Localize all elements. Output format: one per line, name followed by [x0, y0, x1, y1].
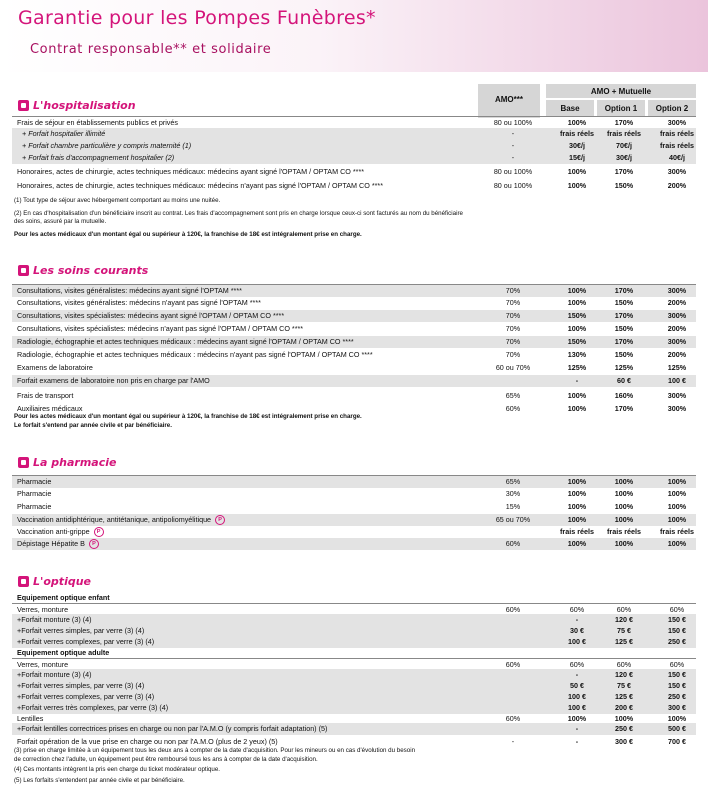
amo-value: -: [511, 129, 515, 138]
footnote: des soins, assuré par la mutuelle.: [14, 218, 107, 225]
base-value: 100%: [567, 118, 587, 127]
opt1-value: 120 €: [615, 670, 633, 679]
opt2-value: 300%: [667, 404, 687, 413]
base-value: 100%: [567, 502, 587, 511]
table-row: [12, 180, 696, 192]
table-row: [12, 323, 696, 335]
opt1-value: 125 €: [615, 637, 633, 646]
amo-mutuelle-header: AMO + Mutuelle: [546, 84, 696, 98]
row-label: Frais de séjour en établissements publics et privés: [17, 118, 178, 127]
opt2-value: 200%: [667, 324, 687, 333]
amo-value: 60%: [505, 605, 521, 614]
amo-value: -: [511, 141, 515, 150]
table-row: [12, 475, 696, 488]
row-label: Pharmacie: [17, 502, 52, 511]
base-value: 100 €: [568, 637, 586, 646]
section-optique-title: L'optique: [18, 575, 91, 588]
amo-value: 60%: [505, 404, 521, 413]
opt2-value: 300%: [667, 337, 687, 346]
footnote: Pour les actes médicaux d'un montant égal ou supérieur à 120€, la franchise de 18€ est intégralement prise en charge.: [14, 231, 362, 238]
base-value: 100%: [567, 298, 587, 307]
base-value: 100%: [567, 714, 587, 723]
table-row: [12, 375, 696, 387]
row-label: + Forfait chambre particulière y compris maternité (1): [22, 141, 192, 150]
footnote: (1) Tout type de séjour avec hébergement comportant au moins une nuitée.: [14, 197, 221, 204]
section-pharmacie-title: La pharmacie: [18, 456, 116, 469]
base-value: -: [575, 376, 579, 385]
opt2-value: 300%: [667, 311, 687, 320]
amo-value: 80 ou 100%: [493, 167, 533, 176]
footnote: de correction chez l'adulte, un équipement peut être remboursé tous les ans à compter de la date d'acquisition.: [14, 756, 318, 763]
opt1-value: 60 €: [617, 376, 631, 385]
table-row: [12, 349, 696, 361]
base-value: 125%: [567, 363, 587, 372]
row-label: Honoraires, actes de chirurgie, actes techniques médicaux: médecins n'ayant pas signé l'OPTAM / OPTAM CO ****: [17, 181, 384, 190]
pharmacy-badge-icon: P: [94, 527, 104, 537]
subsection-label: Equipement optique adulte: [17, 648, 110, 657]
opt1-value: 120 €: [615, 615, 633, 624]
base-value: frais réels: [560, 129, 594, 138]
opt1-value: 150%: [614, 324, 634, 333]
base-value: 150%: [567, 311, 587, 320]
base-value: 130%: [567, 350, 587, 359]
row-label: + Forfait frais d'accompagnement hospitalier (2): [22, 153, 175, 162]
opt2-value: 125%: [667, 363, 687, 372]
opt1-value: 30€/j: [616, 153, 632, 162]
row-label: Frais de transport: [17, 391, 74, 400]
page-title: Garantie pour les Pompes Funèbres*: [18, 7, 376, 29]
opt1-value: 200 €: [615, 703, 633, 712]
opt2-value: 100%: [667, 489, 687, 498]
amo-value: 70%: [505, 311, 521, 320]
row-label: Radiologie, échographie et actes techniques médicaux : médecins ayant signé l'OPTAM / OPTAM CO ****: [17, 337, 354, 346]
row-label: +Forfait verres simples, par verre (3) (4): [17, 626, 145, 635]
base-value: frais réels: [560, 527, 594, 536]
footnote: (3) prise en charge limitée à un équipement tous les deux ans à compter de la date d'acquisition. Pour les mineurs ou en cas d'évolution du besoin: [14, 747, 416, 754]
opt1-value: 250 €: [615, 724, 633, 733]
opt2-value: 60%: [669, 605, 685, 614]
opt2-value: 300%: [667, 391, 687, 400]
row-label: +Forfait verres simples, par verre (3) (4): [17, 681, 145, 690]
row-label: Consultations, visites généralistes: médecins n'ayant pas signé l'OPTAM ****: [17, 298, 261, 307]
opt2-value: 200%: [667, 181, 687, 190]
opt1-value: 75 €: [617, 626, 631, 635]
opt2-value: 100%: [667, 477, 687, 486]
amo-value: 70%: [505, 337, 521, 346]
opt1-value: 100%: [614, 502, 634, 511]
base-value: 100%: [567, 539, 587, 548]
base-value: 15€/j: [569, 153, 585, 162]
opt2-value: frais réels: [660, 141, 694, 150]
section-hospitalisation-title: L'hospitalisation: [18, 99, 136, 112]
row-label: +Forfait monture (3) (4): [17, 670, 92, 679]
pills-icon: [18, 457, 29, 468]
page-subtitle: Contrat responsable** et solidaire: [30, 42, 272, 57]
section-soins-title: Les soins courants: [18, 264, 148, 277]
base-value: -: [575, 670, 579, 679]
table-row: [12, 128, 696, 140]
opt2-value: 250 €: [668, 637, 686, 646]
opt1-value: 150%: [614, 350, 634, 359]
table-row: [12, 488, 696, 500]
row-label: Vaccination antidiphtérique, antitétanique, antipoliomyélitique P: [17, 515, 225, 525]
amo-value: 70%: [505, 286, 521, 295]
amo-value: 65 ou 70%: [495, 515, 531, 524]
row-label: Forfait opération de la vue prise en charge ou non par l'A.M.O (plus de 2 yeux) (5): [17, 737, 278, 746]
base-value: 100 €: [568, 692, 586, 701]
pharmacy-badge-icon: P: [215, 515, 225, 525]
amo-column-header: AMO***: [478, 84, 540, 118]
row-label: Consultations, visites généralistes: médecins ayant signé l'OPTAM ****: [17, 286, 242, 295]
opt2-value: 200%: [667, 350, 687, 359]
opt2-value: 700 €: [668, 737, 686, 746]
opt1-value: 70€/j: [616, 141, 632, 150]
subsection-label: Equipement optique enfant: [17, 593, 110, 602]
row-label: Auxiliaires médicaux: [17, 404, 83, 413]
table-row: [12, 723, 696, 735]
opt2-value: 500 €: [668, 724, 686, 733]
table-row: [12, 166, 696, 178]
opt2-value: 300%: [667, 286, 687, 295]
opt2-value: 100 €: [668, 376, 686, 385]
amo-value: 80 ou 100%: [493, 181, 533, 190]
pharmacy-badge-icon: P: [89, 539, 99, 549]
base-value: 100%: [567, 181, 587, 190]
amo-value: 70%: [505, 298, 521, 307]
opt1-value: 100%: [614, 477, 634, 486]
base-value: 50 €: [570, 681, 584, 690]
amo-value: -: [511, 153, 515, 162]
base-value: -: [575, 737, 579, 746]
table-row: [12, 362, 696, 374]
row-label: Radiologie, échographie et actes techniques médicaux : médecins n'ayant pas signé l'OPTAM / OPTAM CO ****: [17, 350, 373, 359]
footnote: (2) En cas d'hospitalisation d'un bénéficiaire inscrit au contrat. Les frais d'accompagnement sont pris en charge lorsque ceux-ci sont facturés au nom du bénéficiaire: [14, 210, 463, 217]
hospital-icon: [18, 100, 29, 111]
row-label: + Forfait hospitalier illimité: [22, 129, 106, 138]
opt2-value: 150 €: [668, 681, 686, 690]
footnote: (5) Les forfaits s'entendent par année civile et par bénéficiaire.: [14, 777, 185, 784]
amo-value: 60%: [505, 714, 521, 723]
opt1-value: 170%: [614, 337, 634, 346]
base-value: 30 €: [570, 626, 584, 635]
table-row: [12, 152, 696, 164]
row-label: +Forfait verres complexes, par verre (3) (4): [17, 692, 155, 701]
opt2-value: 300 €: [668, 703, 686, 712]
base-column-header: Base: [546, 100, 594, 116]
table-row: [12, 140, 696, 152]
opt2-value: 150 €: [668, 626, 686, 635]
opt1-value: 170%: [614, 311, 634, 320]
opt2-value: frais réels: [660, 129, 694, 138]
base-value: 100 €: [568, 703, 586, 712]
row-label: Honoraires, actes de chirurgie, actes techniques médicaux: médecins ayant signé l'OPTAM / OPTAM CO ****: [17, 167, 365, 176]
amo-value: 60 ou 70%: [495, 363, 531, 372]
row-label: Lentilles: [17, 714, 44, 723]
row-label: Verres, monture: [17, 605, 69, 614]
opt2-value: 100%: [667, 714, 687, 723]
row-label: Consultations, visites spécialistes: médecins n'ayant pas signé l'OPTAM / OPTAM CO ****: [17, 324, 304, 333]
opt1-value: 150%: [614, 298, 634, 307]
footnote: Le forfait s'entend par année civile et par bénéficiaire.: [14, 422, 172, 429]
opt1-value: 60%: [616, 605, 632, 614]
table-row: [12, 336, 696, 348]
base-value: 100%: [567, 391, 587, 400]
amo-value: 30%: [505, 489, 521, 498]
row-label: Pharmacie: [17, 477, 52, 486]
footnote: (4) Ces montants intègrent la pris een charge du ticket modérateur optique.: [14, 766, 221, 773]
table-row: [12, 310, 696, 322]
opt1-value: 100%: [614, 539, 634, 548]
amo-value: 60%: [505, 539, 521, 548]
opt2-value: frais réels: [660, 527, 694, 536]
opt2-value: 40€/j: [669, 153, 685, 162]
amo-value: 80 ou 100%: [493, 118, 533, 127]
row-label: +Forfait lentilles correctrices prises en charge ou non par l'A.M.O (y compris forfait adaptation) (5): [17, 724, 328, 733]
row-label: +Forfait verres complexes, par verre (3) (4): [17, 637, 155, 646]
amo-value: 65%: [505, 391, 521, 400]
opt1-value: 160%: [614, 391, 634, 400]
glasses-icon: [18, 576, 29, 587]
amo-value: -: [511, 737, 515, 746]
option2-column-header: Option 2: [648, 100, 696, 116]
opt1-value: 75 €: [617, 681, 631, 690]
table-row: [12, 514, 696, 526]
opt1-value: 100%: [614, 489, 634, 498]
base-value: 60%: [569, 605, 585, 614]
opt2-value: 100%: [667, 502, 687, 511]
base-value: 100%: [567, 515, 587, 524]
base-value: 60%: [569, 660, 585, 669]
opt1-value: frais réels: [607, 527, 641, 536]
opt1-value: 170%: [614, 286, 634, 295]
amo-value: 70%: [505, 350, 521, 359]
opt2-value: 100%: [667, 539, 687, 548]
table-row: [12, 501, 696, 513]
opt1-value: 170%: [614, 404, 634, 413]
opt1-value: 100%: [614, 714, 634, 723]
opt1-value: 60%: [616, 660, 632, 669]
table-row: [12, 526, 696, 538]
row-label: Dépistage Hépatite B P: [17, 539, 99, 549]
opt2-value: 100%: [667, 515, 687, 524]
table-row: [12, 538, 696, 550]
base-value: 100%: [567, 167, 587, 176]
base-value: 30€/j: [569, 141, 585, 150]
opt1-value: 150%: [614, 181, 634, 190]
opt2-value: 200%: [667, 298, 687, 307]
table-row: [12, 390, 696, 402]
row-label: Forfait examens de laboratoire non pris en charge par l'AMO: [17, 376, 210, 385]
amo-value: 70%: [505, 324, 521, 333]
opt1-value: 170%: [614, 118, 634, 127]
opt2-value: 300%: [667, 167, 687, 176]
opt2-value: 300%: [667, 118, 687, 127]
opt1-value: 125%: [614, 363, 634, 372]
opt2-value: 150 €: [668, 615, 686, 624]
base-value: 100%: [567, 404, 587, 413]
opt1-value: 300 €: [615, 737, 633, 746]
base-value: 100%: [567, 324, 587, 333]
row-label: +Forfait verres très complexes, par verre (3) (4): [17, 703, 169, 712]
base-value: 100%: [567, 286, 587, 295]
row-label: Verres, monture: [17, 660, 69, 669]
table-row: [12, 284, 696, 297]
base-value: -: [575, 724, 579, 733]
opt2-value: 150 €: [668, 670, 686, 679]
amo-value: 60%: [505, 660, 521, 669]
base-value: -: [575, 615, 579, 624]
row-label: Vaccination anti-grippe P: [17, 527, 104, 537]
medical-kit-icon: [18, 265, 29, 276]
base-value: 100%: [567, 489, 587, 498]
opt1-value: frais réels: [607, 129, 641, 138]
row-label: Consultations, visites spécialistes: médecins ayant signé l'OPTAM / OPTAM CO ****: [17, 311, 285, 320]
table-row: [12, 297, 696, 309]
opt1-value: 100%: [614, 515, 634, 524]
opt1-value: 170%: [614, 167, 634, 176]
row-label: Examens de laboratoire: [17, 363, 93, 372]
footnote: Pour les actes médicaux d'un montant égal ou supérieur à 120€, la franchise de 18€ est intégralement prise en charge.: [14, 413, 362, 420]
base-value: 150%: [567, 337, 587, 346]
option1-column-header: Option 1: [597, 100, 645, 116]
opt2-value: 60%: [669, 660, 685, 669]
opt2-value: 250 €: [668, 692, 686, 701]
row-label: +Forfait monture (3) (4): [17, 615, 92, 624]
amo-value: 65%: [505, 477, 521, 486]
row-label: Pharmacie: [17, 489, 52, 498]
amo-value: 15%: [505, 502, 521, 511]
base-value: 100%: [567, 477, 587, 486]
opt1-value: 125 €: [615, 692, 633, 701]
